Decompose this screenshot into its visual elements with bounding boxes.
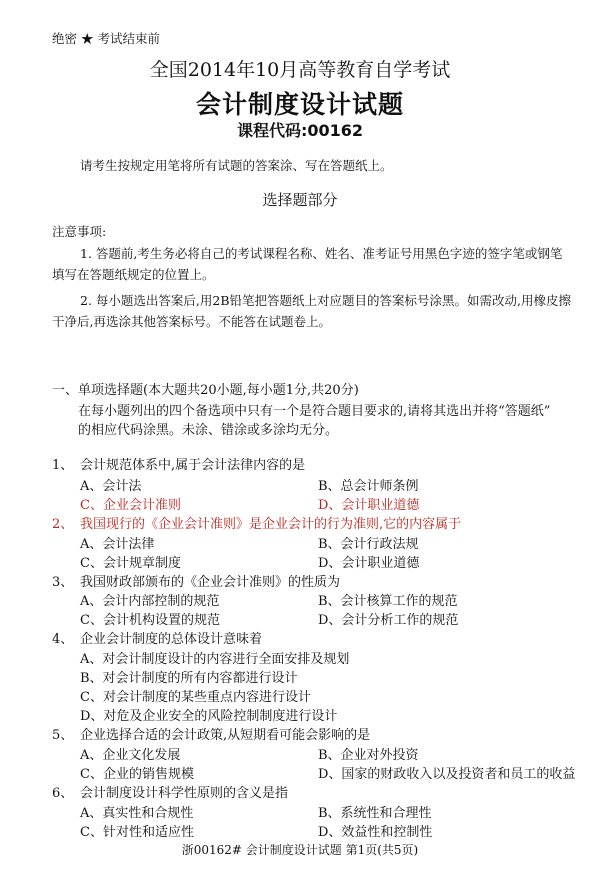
- option-d: D、对危及企业安全的风险控制制度进行设计: [80, 709, 338, 724]
- option-a: A、会计法: [80, 479, 142, 494]
- question-stem: 会计规范体系中,属于会计法律内容的是: [80, 458, 306, 473]
- option-d: D、会计职业道德: [318, 556, 420, 571]
- option-b: B、总会计师条例: [318, 479, 419, 494]
- option-d: D、效益性和控制性: [318, 825, 433, 840]
- course-code: 课程代码:00162: [236, 121, 364, 140]
- section-title: 选择题部分: [262, 191, 338, 209]
- option-d: D、会计职业道德: [318, 498, 420, 513]
- notes-label: 注意事项:: [52, 224, 107, 239]
- confidential-mark: 绝密 ★ 考试结束前: [52, 31, 160, 46]
- page-footer: 浙00162# 会计制度设计试题 第1页(共5页): [181, 843, 419, 857]
- option-c: C、针对性和适应性: [80, 825, 194, 840]
- question-number: 3、: [52, 575, 74, 590]
- option-c: C、会计规章制度: [80, 556, 181, 571]
- question-stem: 我国财政部颁布的《企业会计准则》的性质为: [80, 575, 341, 590]
- subject-title: 会计制度设计试题: [195, 90, 404, 119]
- question-stem: 会计制度设计科学性原则的含义是指: [80, 786, 289, 801]
- question-number: 1、: [52, 458, 74, 473]
- option-b: B、系统性和合理性: [318, 806, 432, 821]
- option-c: C、会计机构设置的规范: [80, 613, 220, 628]
- part-heading: 一、单项选择题(本大题共20小题,每小题1分,共20分): [52, 383, 359, 398]
- question-stem: 我国现行的《企业会计准则》是企业会计的行为准则,它的内容属于: [80, 517, 462, 532]
- option-a: A、会计法律: [80, 537, 155, 552]
- option-c: C、企业的销售规模: [80, 767, 194, 782]
- option-b: B、对会计制度的所有内容都进行设计: [80, 671, 298, 686]
- question-number: 2、: [52, 517, 74, 532]
- option-d: D、会计分析工作的规范: [318, 613, 459, 628]
- option-c: C、对会计制度的某些重点内容进行设计: [80, 690, 311, 705]
- question-stem: 企业选择合适的会计政策,从短期看可能会影响的是: [80, 728, 371, 743]
- exam-title: 全国2014年10月高等教育自学考试: [149, 59, 451, 81]
- note-item: 2. 每小题选出答案后,用2B铅笔把答题纸上对应题目的答案标号涂黑。如需改动,用橡皮擦干净后,再选涂其他答案标号。不能答在试题卷上。: [52, 293, 571, 329]
- option-d: D、国家的财政收入以及投资者和员工的收益: [318, 767, 576, 782]
- option-a: A、会计内部控制的规范: [80, 594, 220, 609]
- option-a: A、企业文化发展: [80, 748, 181, 763]
- option-a: A、真实性和合规性: [80, 806, 194, 821]
- option-b: B、会计核算工作的规范: [318, 594, 458, 609]
- question-number: 5、: [52, 728, 74, 743]
- option-b: B、企业对外投资: [318, 748, 419, 763]
- part-description: 的相应代码涂黑。未涂、错涂或多涂均无分。: [78, 423, 339, 438]
- option-c: C、企业会计准则: [80, 498, 181, 513]
- part-description: 在每小题列出的四个备选项中只有一个是符合题目要求的,请将其选出并将“答题纸”: [78, 404, 551, 419]
- question-number: 4、: [52, 632, 74, 647]
- option-a: A、对会计制度设计的内容进行全面安排及规划: [80, 652, 350, 667]
- option-b: B、会计行政法规: [318, 537, 419, 552]
- question-number: 6、: [52, 786, 74, 801]
- question-stem: 企业会计制度的总体设计意味着: [80, 632, 263, 647]
- note-item: 1. 答题前,考生务必将自己的考试课程名称、姓名、准考证号用黑色字迹的签字笔或钢笔填写在答题纸规定的位置上。: [52, 246, 563, 282]
- answer-instruction: 请考生按规定用笔将所有试题的答案涂、写在答题纸上。: [80, 158, 393, 173]
